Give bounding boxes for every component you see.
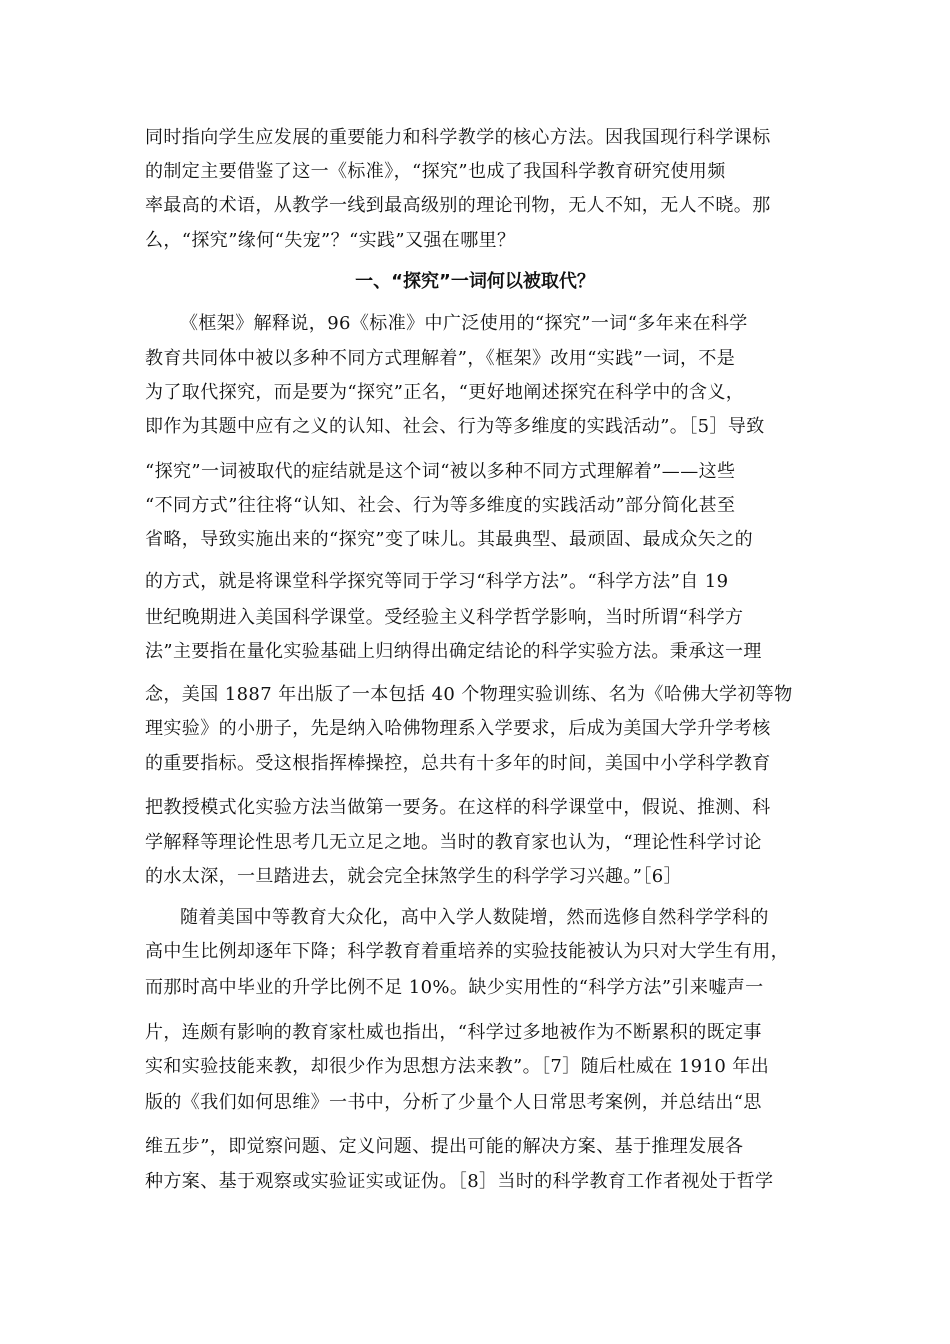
paragraph-line: 同时指向学生应发展的重要能力和科学教学的核心方法。因我国现行科学课标: [145, 127, 771, 148]
paragraph-line: 实和实验技能来教，却很少作为思想方法来教”。［7］随后杜威在 1910 年出: [145, 1056, 770, 1077]
paragraph-line: 而那时高中毕业的升学比例不足 10%。缺少实用性的“科学方法”引来嘘声一: [145, 977, 764, 998]
paragraph-line: 教育共同体中被以多种不同方式理解着”，《框架》改用“实践”一词，不是: [145, 348, 736, 369]
paragraph-line: 念，美国 1887 年出版了一本包括 40 个物理实验训练、名为《哈佛大学初等物: [145, 684, 793, 705]
paragraph-line: 么，“探究”缘何“失宠”？“实践”又强在哪里？: [145, 230, 516, 251]
paragraph-line: 的水太深，一旦踏进去，就会完全抹煞学生的科学学习兴趣。”［6］: [145, 866, 683, 887]
paragraph-line: 法”主要指在量化实验基础上归纳得出确定结论的科学实验方法。秉承这一理: [145, 641, 762, 662]
paragraph-line: 省略，导致实施出来的“探究”变了味儿。其最典型、最顽固、最成众矢之的: [145, 529, 754, 550]
paragraph-line: “探究”一词被取代的症结就是这个词“被以多种不同方式理解着”——这些: [145, 461, 736, 482]
paragraph-line: 种方案、基于观察或实验证实或证伪。［8］当时的科学教育工作者视处于哲学: [145, 1171, 774, 1192]
paragraph-line: 高中生比例却逐年下降；科学教育着重培养的实验技能被认为只对大学生有用，: [145, 941, 789, 962]
paragraph-line: 学解释等理论性思考几无立足之地。当时的教育家也认为，“理论性科学讨论: [145, 832, 762, 853]
paragraph-line: 片，连颇有影响的教育家杜威也指出，“科学过多地被作为不断累积的既定事: [145, 1022, 762, 1043]
paragraph-line: 理实验》的小册子，先是纳入哈佛物理系入学要求，后成为美国大学升学考核: [145, 718, 771, 739]
paragraph-line: “不同方式”往往将“认知、社会、行为等多维度的实践活动”部分简化甚至: [145, 495, 736, 516]
paragraph-line: 即作为其题中应有之义的认知、社会、行为等多维度的实践活动”。［5］导致: [145, 416, 765, 437]
paragraph-line: 为了取代探究，而是要为“探究”正名，“更好地阐述探究在科学中的含义，: [145, 382, 745, 403]
paragraph-line: 版的《我们如何思维》一书中，分析了少量个人日常思考案例，并总结出“思: [145, 1092, 762, 1113]
paragraph-line: 随着美国中等教育大众化，高中入学人数陡增，然而选修自然科学学科的: [180, 907, 769, 928]
section-heading: 一、“探究”一词何以被取代？: [355, 271, 595, 292]
paragraph-line: 的方式，就是将课堂科学探究等同于学习“科学方法”。“科学方法”自 19: [145, 571, 729, 592]
paragraph-line: 世纪晚期进入美国科学课堂。受经验主义科学哲学影响，当时所谓“科学方: [145, 607, 744, 628]
paragraph-line: 《框架》解释说，96《标准》中广泛使用的“探究”一词“多年来在科学: [180, 313, 748, 334]
paragraph-line: 的制定主要借鉴了这一《标准》，“探究”也成了我国科学教育研究使用频: [145, 161, 726, 182]
paragraph-line: 率最高的术语，从教学一线到最高级别的理论刊物，无人不知，无人不晓。那: [145, 195, 771, 216]
paragraph-line: 维五步”，即觉察问题、定义问题、提出可能的解决方案、基于推理发展各: [145, 1136, 744, 1157]
paragraph-line: 把教授模式化实验方法当做第一要务。在这样的科学课堂中，假说、推测、科: [145, 797, 771, 818]
paragraph-line: 的重要指标。受这根指挥棒操控，总共有十多年的时间，美国中小学科学教育: [145, 753, 771, 774]
